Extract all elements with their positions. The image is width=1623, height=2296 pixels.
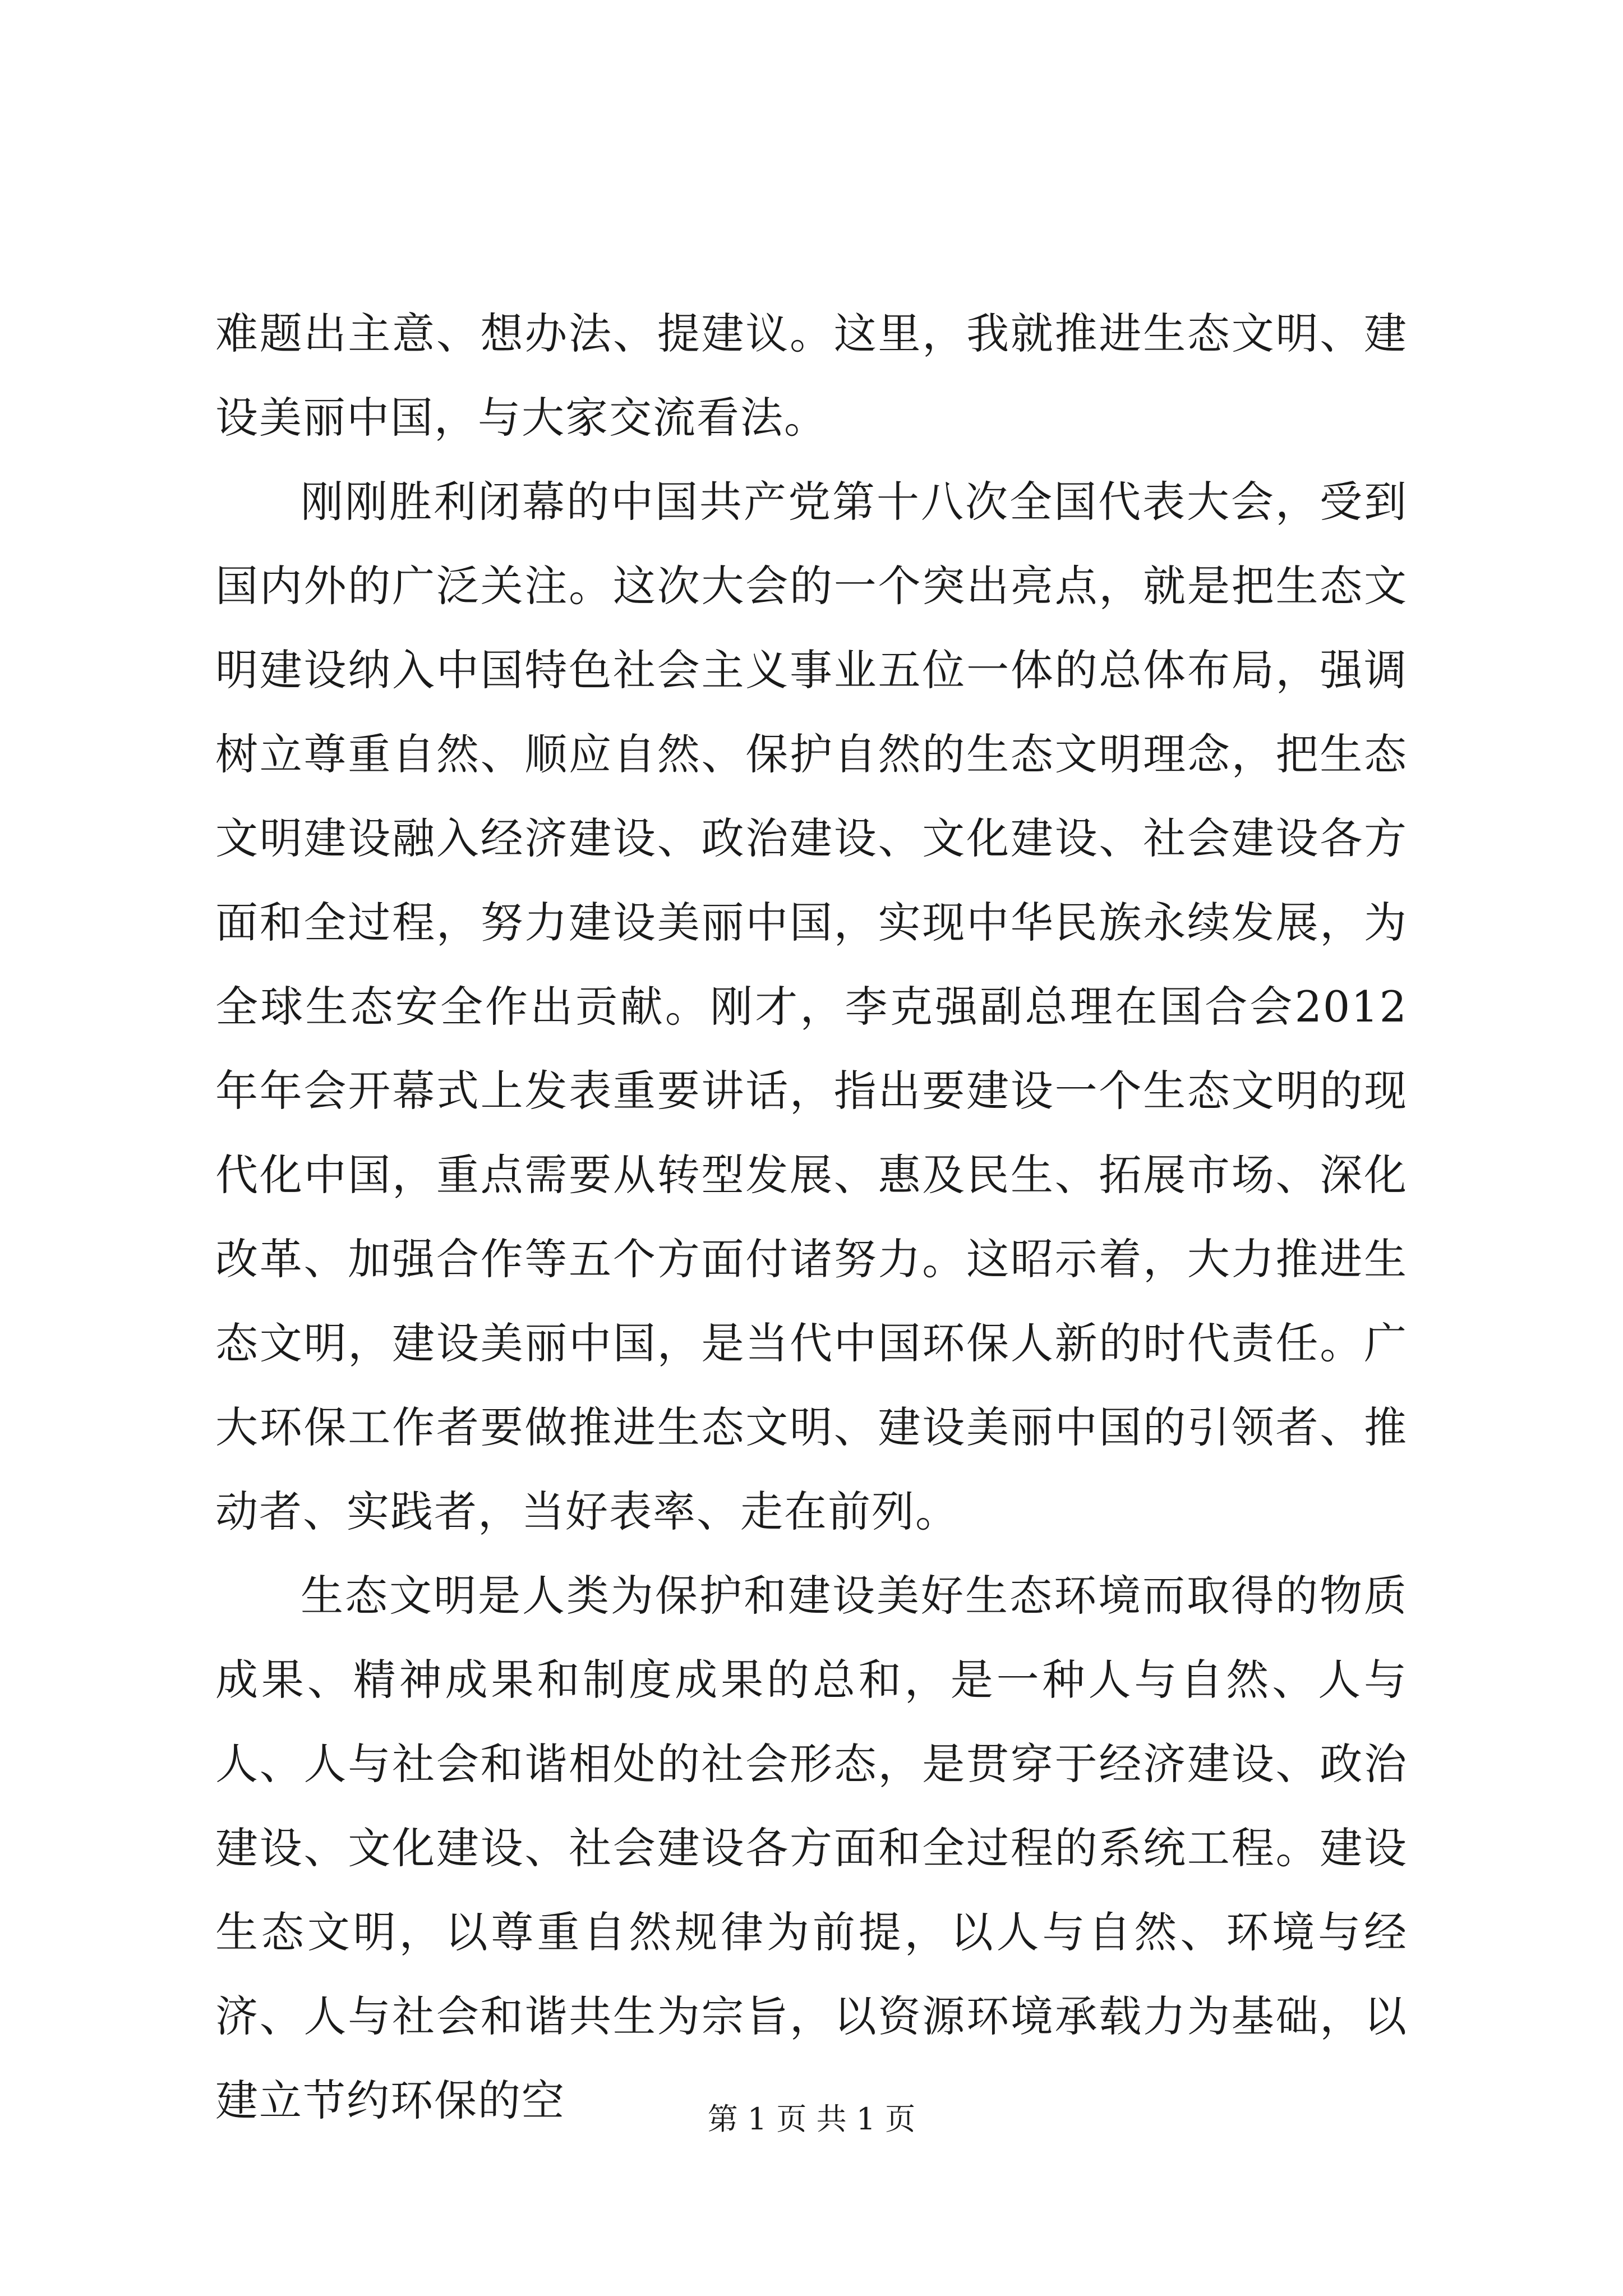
paragraph-ecological-civilization: 生态文明是人类为保护和建设美好生态环境而取得的物质成果、精神成果和制度成果的总和，是一种人与自然、人与人、人与社会和谐相处的社会形态，是贯穿于经济建设、政治建设、文化建设、社会建设各方面和全过程的系统工程。建设生态文明，以尊重自然规律为前提，以人与自然、环境与经济、人与社会和谐共生为宗旨，以资源环境承载力为基础，以建立节约环保的空 [215, 1571, 1408, 2125]
paragraph-continuation: 难题出主意、想办法、提建议。这里，我就推进生态文明、建设美丽中国，与大家交流看法。 [215, 309, 1408, 443]
page-footer: 第 1 页 共 1 页 [707, 2101, 916, 2137]
document-body [215, 292, 1408, 2143]
paragraph-party-congress: 刚刚胜利闭幕的中国共产党第十八次全国代表大会，受到国内外的广泛关注。这次大会的一个突出亮点，就是把生态文明建设纳入中国特色社会主义事业五位一体的总体布局，强调树立尊重自然、顺应自然、保护自然的生态文明理念，把生态文明建设融入经济建设、政治建设、文化建设、社会建设各方面和全过程，努力建设美丽中国，实现中华民族永续发展，为全球生态安全作出贡献。刚才，李克强副总理在国合会2012年年会开幕式上发表重要讲话，指出要建设一个生态文明的现代化中国，重点需要从转型发展、惠及民生、拓展市场、深化改革、加强合作等五个方面付诸努力。这昭示着，大力推进生态文明，建设美丽中国，是当代中国环保人新的时代责任。广大环保工作者要做推进生态文明、建设美丽中国的引领者、推动者、实践者，当好表率、走在前列。 [215, 477, 1408, 1536]
